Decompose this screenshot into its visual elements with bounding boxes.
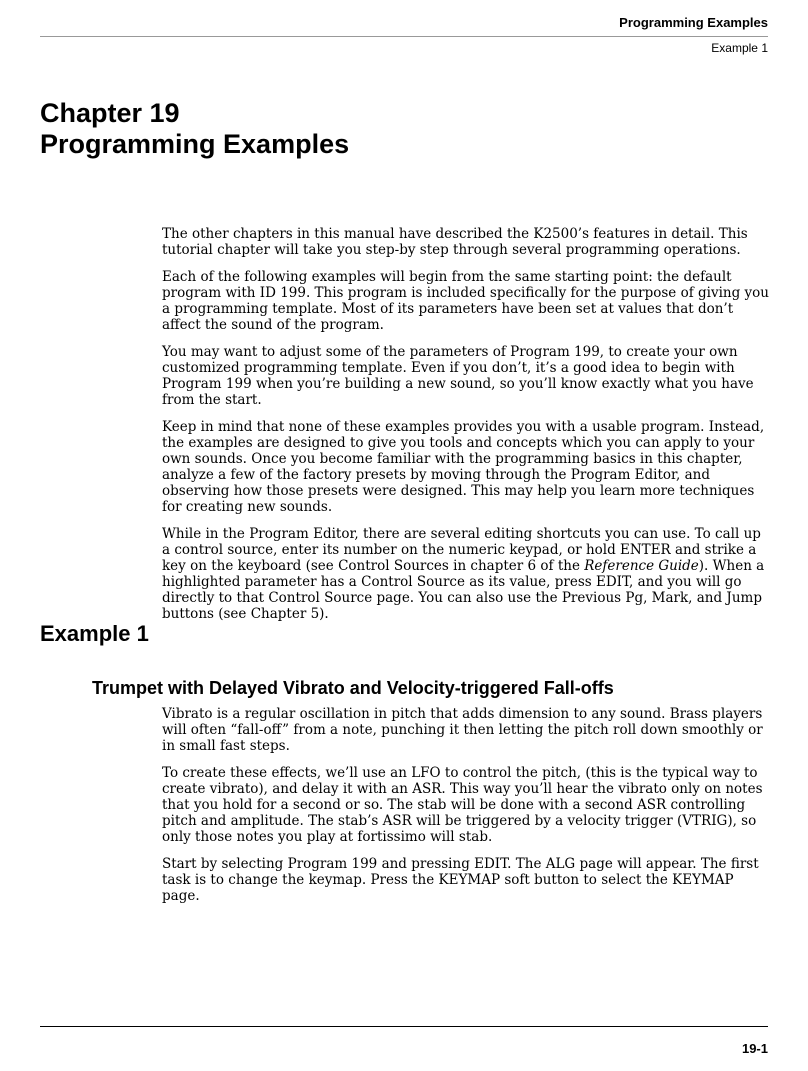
footer-rule (40, 1026, 768, 1027)
intro-paragraph: Keep in mind that none of these examples provides you with a usable program. Instead, the examples are designed to give you tools and concepts which you can apply to your own sounds. Once you become familiar with the programming basics in this chapter, analyze a few of the factory presets by moving through the Program Editor, and observing how those presets were designed. This may help you learn more techniques for creating new sounds. (162, 419, 765, 515)
chapter-name: Programming Examples (40, 129, 350, 159)
example-body (162, 706, 772, 915)
intro-paragraph: You may want to adjust some of the parameters of Program 199, to create your own customized programming template. Even if you don’t, it’s a good idea to begin with Program 199 when you’re building a new sound, so you’ll know exactly what you have from the start. (162, 344, 754, 408)
header-rule (40, 36, 768, 37)
running-header-section: Example 1 (711, 41, 768, 55)
shortcuts-text-start: While in the Program Editor, there are several editing shortcuts you can use. To call up a control source, enter its number on the numeric keypad, or hold ENTER and strike a key on the keyboard (see Control Sources in chapter 6 of the (162, 526, 761, 574)
chapter-intro (162, 226, 772, 633)
section-heading: Example 1 (40, 621, 149, 646)
intro-paragraph-shortcuts (162, 526, 772, 622)
shortcuts-text-end: ). When a highlighted parameter has a Control Source as its value, press EDIT, and you will go directly to that Control Source page. You can also use the Previous Pg, Mark, and Jump buttons (see Chapter 5). (162, 558, 765, 622)
example-paragraph: To create these effects, we’ll use an LFO to control the pitch, (this is the typical way to create vibrato), and delay it with an ASR. This way you’ll hear the vibrato only on notes that you hold for a second or so. The stab will be done with a second ASR controlling pitch and amplitude. The stab’s ASR will be triggered by a velocity trigger (VTRIG), so only those notes you play at fortissimo will stab. (162, 765, 763, 845)
example-paragraph: Start by selecting Program 199 and pressing EDIT. The ALG page will appear. The first task is to change the keymap. Press the KEYMAP soft button to select the KEYMAP page. (162, 856, 759, 904)
intro-paragraph: Each of the following examples will begin from the same starting point: the default program with ID 199. This program is included specifically for the purpose of giving you a programming template. Most of its parameters have been set at values that don’t affect the sound of the program. (162, 269, 769, 333)
intro-paragraph: The other chapters in this manual have described the K2500’s features in detail. This tutorial chapter will take you step-by step through several programming operations. (162, 226, 748, 258)
subsection-heading: Trumpet with Delayed Vibrato and Velocity-triggered Fall-offs (92, 678, 614, 698)
chapter-title (40, 98, 349, 160)
example-paragraph: Vibrato is a regular oscillation in pitch that adds dimension to any sound. Brass players will often “fall-off” from a note, punching it then letting the pitch roll down smoothly or in small fast steps. (162, 706, 763, 754)
page-number: 19-1 (741, 1041, 768, 1056)
reference-guide-citation: Reference Guide (584, 558, 699, 574)
chapter-number: Chapter 19 (40, 98, 180, 128)
running-header-title: Programming Examples (619, 15, 768, 30)
